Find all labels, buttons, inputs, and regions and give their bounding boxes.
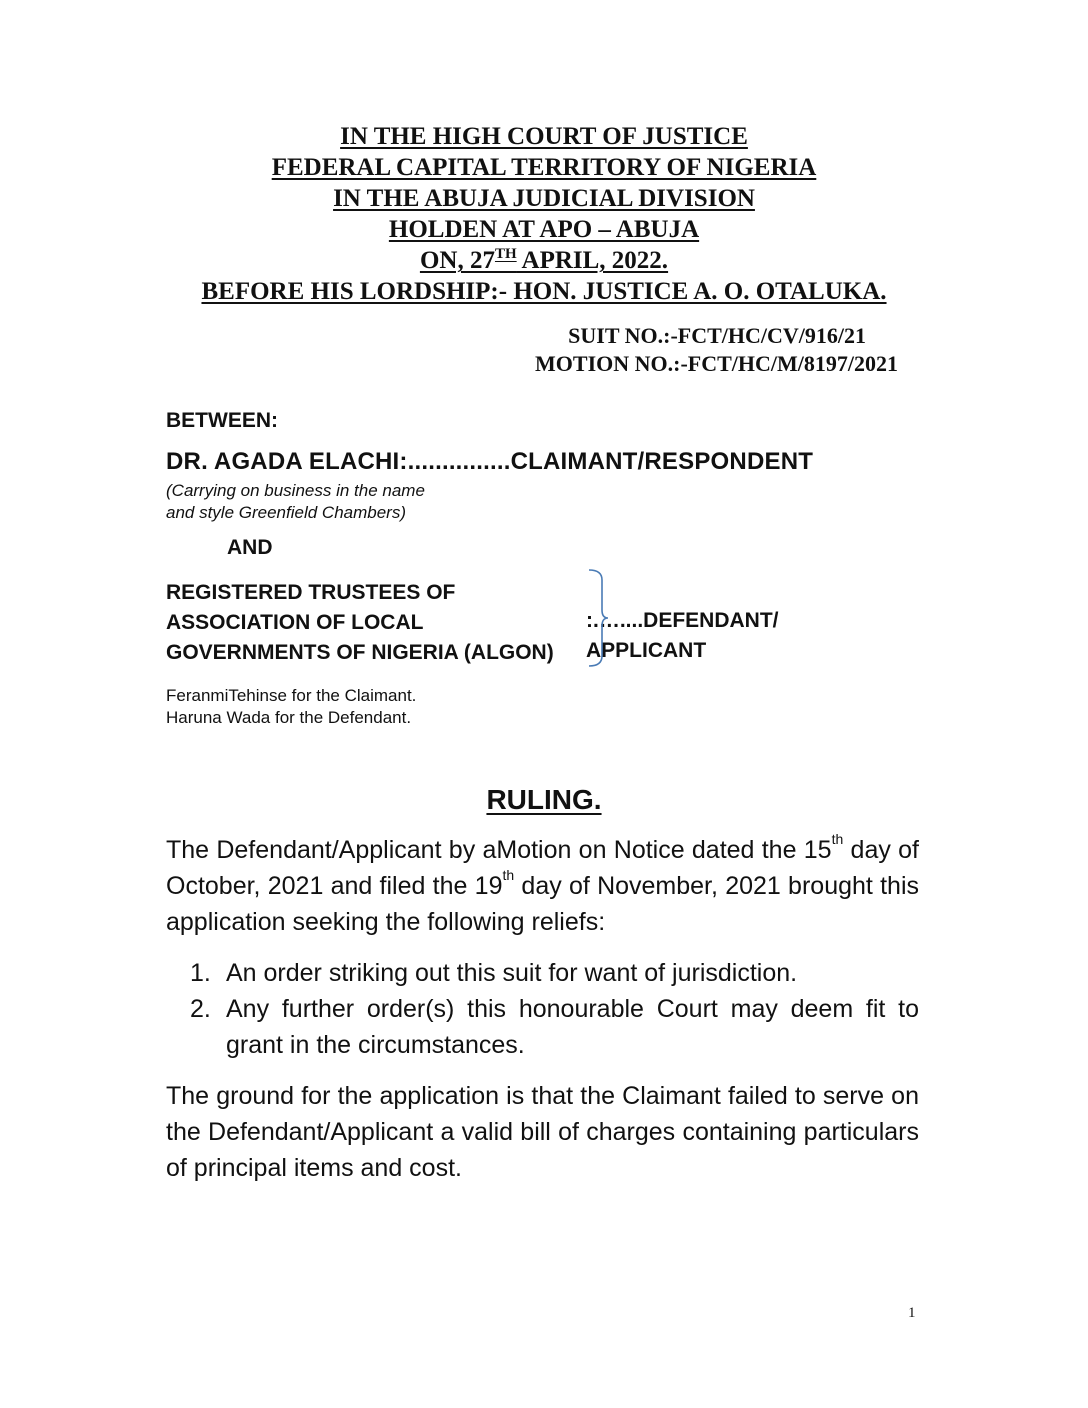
header-line-judge: BEFORE HIS LORDSHIP:- HON. JUSTICE A. O. OTALUKA.: [201, 278, 887, 305]
ruling-title: RULING.: [486, 784, 602, 815]
defendant-counsel: Haruna Wada for the Defendant.: [166, 708, 412, 727]
bracket-mark: [586, 568, 610, 668]
suit-numbers: [430, 322, 898, 378]
defendant-party: REGISTERED TRUSTEES OF ASSOCIATION OF LOCAL GOVERNMENTS OF NIGERIA (ALGON): [166, 581, 554, 664]
between-label: BETWEEN:: [166, 409, 278, 432]
claimant-party: DR. AGADA ELACHI:...............CLAIMANT/RESPONDENT: [166, 448, 814, 475]
ruling-paragraph-2: The ground for the application is that the Claimant failed to serve on the Defendant/Applicant a valid bill of charges containing particulars of principal items and cost.: [166, 1082, 919, 1182]
counsel-appearances: [166, 685, 416, 729]
header-line-division: IN THE ABUJA JUDICIAL DIVISION: [333, 185, 755, 212]
court-header: [0, 121, 1088, 307]
header-line-holden: HOLDEN AT APO – ABUJA: [388, 216, 700, 243]
ruling-paragraph-1: The Defendant/Applicant by aMotion on Notice dated the 15th day of October, 2021 and filed the 19th day of November, 2021 brought this application seeking the following reliefs:: [166, 831, 919, 936]
page-number: 1: [908, 1305, 916, 1321]
claimant-counsel: FeranmiTehinse for the Claimant.: [166, 686, 417, 705]
list-item: 2. Any further order(s) this honourable Court may deem fit to grant in the circumstances.: [190, 995, 919, 1059]
claimant-description: (Carrying on business in the name and style Greenfield Chambers): [166, 481, 425, 522]
defendant-role: :.…....DEFENDANT/ APPLICANT: [586, 609, 779, 662]
header-line-date: ON, 27TH APRIL, 2022.: [419, 246, 669, 274]
reliefs-list: [190, 955, 919, 1063]
header-line-territory: FEDERAL CAPITAL TERRITORY OF NIGERIA: [271, 154, 817, 181]
and-label: AND: [227, 536, 273, 559]
suit-number: SUIT NO.:-FCT/HC/CV/916/21: [568, 323, 866, 348]
motion-number: MOTION NO.:-FCT/HC/M/8197/2021: [535, 351, 898, 376]
list-item: 1. An order striking out this suit for want of jurisdiction.: [190, 959, 798, 987]
header-line-court: IN THE HIGH COURT OF JUSTICE: [340, 123, 748, 150]
